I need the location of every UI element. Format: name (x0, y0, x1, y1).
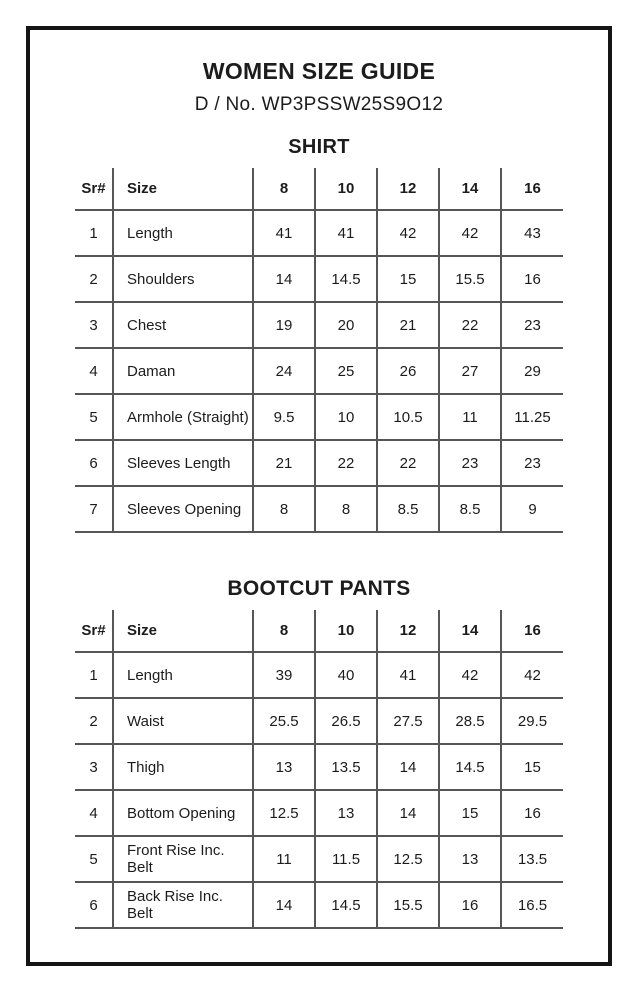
size-value: 41 (377, 652, 439, 698)
row-number: 3 (75, 302, 113, 348)
measurement-label: Daman (113, 348, 253, 394)
size-value: 15.5 (377, 882, 439, 928)
row-number: 6 (75, 882, 113, 928)
size-value: 27.5 (377, 698, 439, 744)
size-value: 8 (315, 486, 377, 532)
column-header-size-8: 8 (253, 610, 315, 652)
table-row (75, 394, 563, 440)
size-value: 39 (253, 652, 315, 698)
size-value: 11 (439, 394, 501, 440)
size-value: 13 (439, 836, 501, 882)
size-value: 42 (501, 652, 563, 698)
size-value: 9 (501, 486, 563, 532)
size-value: 42 (439, 652, 501, 698)
page-title: WOMEN SIZE GUIDE (202, 58, 436, 84)
measurement-label: Length (113, 652, 253, 698)
size-value: 22 (315, 440, 377, 486)
size-value: 14 (377, 790, 439, 836)
column-header-sr: Sr# (75, 610, 113, 652)
size-value: 11.5 (315, 836, 377, 882)
measurement-label: Armhole (Straight) (113, 394, 253, 440)
column-header-size: Size (113, 610, 253, 652)
column-header-size-14: 14 (439, 168, 501, 210)
size-value: 22 (439, 302, 501, 348)
measurement-label: Sleeves Length (113, 440, 253, 486)
measurement-label: Length (113, 210, 253, 256)
size-value: 20 (315, 302, 377, 348)
design-number: D / No. WP3PSSW25S9O12 (194, 94, 444, 115)
table-row (75, 348, 563, 394)
size-value: 14.5 (315, 256, 377, 302)
size-value: 13.5 (315, 744, 377, 790)
table-row (75, 836, 563, 882)
pants-section (30, 577, 608, 929)
size-value: 13 (253, 744, 315, 790)
row-number: 5 (75, 836, 113, 882)
size-value: 41 (253, 210, 315, 256)
size-value: 29 (501, 348, 563, 394)
row-number: 6 (75, 440, 113, 486)
row-number: 1 (75, 652, 113, 698)
column-header-size-12: 12 (377, 610, 439, 652)
size-value: 19 (253, 302, 315, 348)
shirt-section (30, 136, 608, 533)
row-number: 2 (75, 256, 113, 302)
measurement-label: Sleeves Opening (113, 486, 253, 532)
size-value: 9.5 (253, 394, 315, 440)
size-value: 23 (439, 440, 501, 486)
size-value: 21 (253, 440, 315, 486)
row-number: 4 (75, 348, 113, 394)
size-value: 42 (439, 210, 501, 256)
column-header-size: Size (113, 168, 253, 210)
measurement-label: Waist (113, 698, 253, 744)
size-value: 42 (377, 210, 439, 256)
column-header-size-12: 12 (377, 168, 439, 210)
measurement-label: Bottom Opening (113, 790, 253, 836)
shirt-size-table (75, 168, 563, 533)
measurement-label: Front Rise Inc. Belt (113, 836, 253, 882)
measurement-label: Chest (113, 302, 253, 348)
column-header-size-16: 16 (501, 610, 563, 652)
size-value: 41 (315, 210, 377, 256)
size-value: 26 (377, 348, 439, 394)
row-number: 2 (75, 698, 113, 744)
column-header-size-10: 10 (315, 168, 377, 210)
size-value: 11 (253, 836, 315, 882)
column-header-size-10: 10 (315, 610, 377, 652)
size-value: 43 (501, 210, 563, 256)
table-row (75, 210, 563, 256)
table-row (75, 790, 563, 836)
size-value: 25.5 (253, 698, 315, 744)
size-value: 21 (377, 302, 439, 348)
page-frame (26, 26, 612, 966)
pants-section-title: BOOTCUT PANTS (227, 577, 411, 600)
size-value: 8.5 (377, 486, 439, 532)
size-value: 28.5 (439, 698, 501, 744)
size-value: 16 (501, 256, 563, 302)
table-row (75, 486, 563, 532)
row-number: 7 (75, 486, 113, 532)
size-value: 15 (501, 744, 563, 790)
measurement-label: Back Rise Inc. Belt (113, 882, 253, 928)
size-value: 26.5 (315, 698, 377, 744)
size-value: 11.25 (501, 394, 563, 440)
size-value: 14.5 (315, 882, 377, 928)
table-row (75, 744, 563, 790)
table-header-row (75, 168, 563, 210)
size-value: 16.5 (501, 882, 563, 928)
measurement-label: Shoulders (113, 256, 253, 302)
size-value: 15.5 (439, 256, 501, 302)
size-value: 16 (501, 790, 563, 836)
size-value: 8.5 (439, 486, 501, 532)
size-value: 24 (253, 348, 315, 394)
size-value: 8 (253, 486, 315, 532)
size-value: 14 (377, 744, 439, 790)
row-number: 4 (75, 790, 113, 836)
size-value: 14 (253, 882, 315, 928)
row-number: 3 (75, 744, 113, 790)
column-header-size-16: 16 (501, 168, 563, 210)
measurement-label: Thigh (113, 744, 253, 790)
size-value: 14 (253, 256, 315, 302)
row-number: 5 (75, 394, 113, 440)
table-row (75, 882, 563, 928)
size-value: 22 (377, 440, 439, 486)
size-value: 15 (377, 256, 439, 302)
size-value: 14.5 (439, 744, 501, 790)
column-header-size-14: 14 (439, 610, 501, 652)
size-value: 10.5 (377, 394, 439, 440)
table-row (75, 652, 563, 698)
size-value: 15 (439, 790, 501, 836)
size-value: 29.5 (501, 698, 563, 744)
size-value: 13 (315, 790, 377, 836)
row-number: 1 (75, 210, 113, 256)
column-header-sr: Sr# (75, 168, 113, 210)
size-value: 23 (501, 302, 563, 348)
table-row (75, 256, 563, 302)
size-value: 27 (439, 348, 501, 394)
size-value: 13.5 (501, 836, 563, 882)
column-header-size-8: 8 (253, 168, 315, 210)
size-value: 40 (315, 652, 377, 698)
pants-size-table (75, 610, 563, 929)
table-row (75, 302, 563, 348)
shirt-section-title: SHIRT (288, 136, 350, 158)
size-value: 25 (315, 348, 377, 394)
size-value: 23 (501, 440, 563, 486)
table-row (75, 698, 563, 744)
size-value: 12.5 (377, 836, 439, 882)
table-header-row (75, 610, 563, 652)
table-row (75, 440, 563, 486)
size-value: 16 (439, 882, 501, 928)
size-value: 10 (315, 394, 377, 440)
size-value: 12.5 (253, 790, 315, 836)
